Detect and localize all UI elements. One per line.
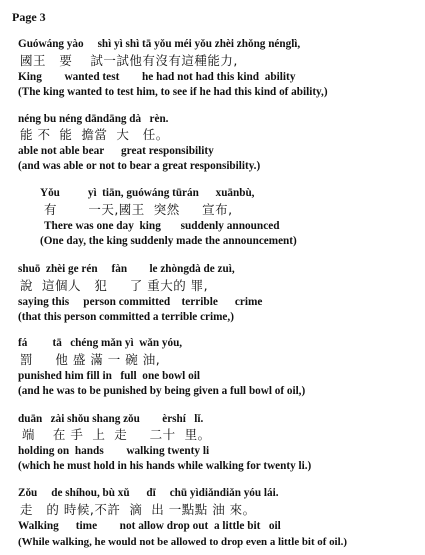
gloss-line: Walking time not allow drop out a little bit oil [18,520,281,532]
pinyin-line: Zǒu de shíhou, bù xǔ dī chū yìdiǎndiǎn yóu lái. [18,487,279,499]
gloss-line: punished him fill in full one bowl oil [18,370,201,382]
gloss-line: There was one day king suddenly announced [44,220,280,232]
gloss-line: holding on hands walking twenty li [18,445,210,457]
page-number: Page 3 [12,10,46,24]
chinese-line: 罰 他 盛 滿 一 碗 油, [20,352,161,367]
translation-line: (and was able or not to bear a great responsibility.) [18,160,261,172]
pinyin-line: Guówáng yào shì yì shì tā yǒu méi yǒu zhèi zhǒng nénglì, [18,38,301,50]
gloss-line: saying this person committed terrible crime [18,296,263,308]
translation-line: (While walking, he would not be allowed to drop even a little bit of oil.) [18,536,347,548]
chinese-line: 能 不 能 擔當 大 任。 [20,127,169,142]
chinese-line: 國王 要 試一試他有沒有這種能力, [20,53,238,68]
pinyin-line: fá tā chéng mǎn yì wǎn yóu, [18,337,183,349]
translation-line: (which he must hold in his hands while walking for twenty li.) [18,460,312,472]
translation-line: (One day, the king suddenly made the announcement) [40,235,297,247]
gloss-line: able not able bear great responsibility [18,145,214,157]
chinese-line: 走 的 時候,不許 滴 出 一點點 油 來。 [20,502,256,517]
pinyin-line: duān zài shǒu shang zǒu èrshí lǐ. [18,413,204,425]
gloss-line: King wanted test he had not had this kind ability [18,71,296,83]
chinese-line: 端 在 手 上 走 二十 里。 [22,427,211,442]
translation-line: (that this person committed a terrible crime,) [18,311,234,323]
chinese-line: 有 一天,國王 突然 宣布, [44,202,233,217]
pinyin-line: néng bu néng dāndāng dà rèn. [18,113,169,125]
translation-line: (and he was to be punished by being given a full bowl of oil,) [18,385,306,397]
pinyin-line: Yǒu yì tiān, guówáng tūrán xuānbù, [40,187,255,199]
chinese-line: 說 這個人 犯 了 重大的 罪, [20,278,209,293]
pinyin-line: shuō zhèi ge rén fàn le zhòngdà de zuì, [18,263,235,275]
translation-line: (The king wanted to test him, to see if he had this kind of ability,) [18,86,328,98]
